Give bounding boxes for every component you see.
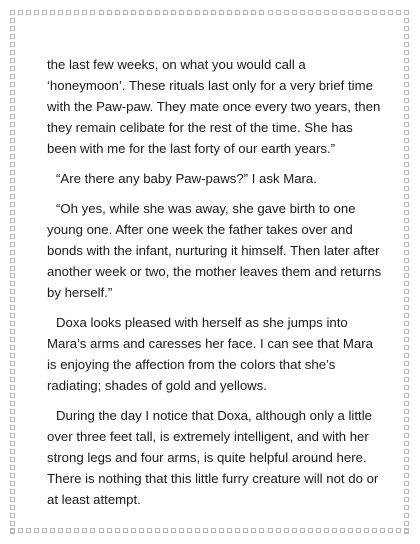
border-square (404, 505, 409, 510)
border-square (10, 417, 15, 422)
border-square (404, 497, 409, 502)
border-square (10, 361, 15, 366)
border-square (10, 10, 15, 15)
border-square (404, 98, 409, 103)
border-square (268, 528, 273, 533)
border-square (404, 489, 409, 494)
border-square (147, 10, 152, 15)
border-square (34, 10, 39, 15)
border-square (404, 529, 409, 534)
paragraph: “Oh yes, while she was away, she gave birth to one young one. After one week the father takes over and bonds with the infant, nurturing it himself. Then later after another week or two, the mother leaves them and returns by herself.” (47, 201, 382, 300)
border-square (10, 449, 15, 454)
border-square (404, 146, 409, 151)
border-square (316, 10, 321, 15)
border-square (10, 122, 15, 127)
border-square (10, 393, 15, 398)
border-square (404, 273, 409, 278)
border-square (404, 234, 409, 239)
border-square (404, 369, 409, 374)
border-square (10, 266, 15, 271)
border-square (10, 50, 15, 55)
border-square (404, 210, 409, 215)
border-square (388, 528, 393, 533)
border-square (155, 10, 160, 15)
border-square (115, 10, 120, 15)
border-square (348, 10, 353, 15)
border-square (404, 162, 409, 167)
border-square (364, 10, 369, 15)
paragraph: the last few weeks, on what you would call a ‘honeymoon’. These rituals last only for a very brief time with the Paw-paw. They mate once every two years, then they remain celibate for the rest of the time. She has been with me for the last forty of our earth years.” (47, 57, 381, 156)
border-square (10, 210, 15, 215)
border-square (10, 234, 15, 239)
border-square (82, 10, 87, 15)
border-square (42, 528, 47, 533)
border-square (404, 297, 409, 302)
border-square (404, 250, 409, 255)
border-square (74, 528, 79, 533)
border-square (10, 497, 15, 502)
border-square (380, 10, 385, 15)
border-square (10, 425, 15, 430)
border-square (404, 521, 409, 526)
border-square (10, 74, 15, 79)
border-square (276, 10, 281, 15)
border-square (10, 154, 15, 159)
border-square (107, 10, 112, 15)
border-square (58, 10, 63, 15)
border-square (139, 528, 144, 533)
border-square (372, 10, 377, 15)
border-square (251, 528, 256, 533)
border-square (348, 528, 353, 533)
border-square (404, 42, 409, 47)
border-square (292, 528, 297, 533)
border-square (10, 202, 15, 207)
border-square (292, 10, 297, 15)
border-square (404, 186, 409, 191)
border-square (404, 401, 409, 406)
border-square (187, 528, 192, 533)
border-square (90, 10, 95, 15)
border-square (324, 10, 329, 15)
border-square (107, 528, 112, 533)
border-square (404, 353, 409, 358)
border-square (163, 10, 168, 15)
border-square (187, 10, 192, 15)
border-square (404, 34, 409, 39)
border-square (332, 10, 337, 15)
border-square (404, 513, 409, 518)
border-square (99, 10, 104, 15)
border-square (404, 433, 409, 438)
border-square (404, 66, 409, 71)
border-square (10, 273, 15, 278)
border-square (396, 528, 401, 533)
border-square (10, 42, 15, 47)
border-square (171, 10, 176, 15)
border-square (179, 528, 184, 533)
border-square (284, 528, 289, 533)
border-square (66, 10, 71, 15)
border-square (10, 242, 15, 247)
border-square (131, 10, 136, 15)
border-square (10, 98, 15, 103)
border-square (10, 114, 15, 119)
border-square (259, 528, 264, 533)
border-square (404, 361, 409, 366)
border-square (10, 186, 15, 191)
border-square (404, 329, 409, 334)
border-square (10, 329, 15, 334)
border-square (10, 162, 15, 167)
border-square (308, 528, 313, 533)
border-square (66, 528, 71, 533)
border-square (211, 528, 216, 533)
border-square (404, 18, 409, 23)
border-square (90, 528, 95, 533)
border-square (10, 34, 15, 39)
border-square (18, 10, 23, 15)
border-square (388, 10, 393, 15)
border-square (10, 377, 15, 382)
border-square (155, 528, 160, 533)
border-square (10, 226, 15, 231)
border-square (10, 457, 15, 462)
border-square (195, 528, 200, 533)
border-square (195, 10, 200, 15)
border-square (404, 226, 409, 231)
border-square (404, 425, 409, 430)
border-square (404, 345, 409, 350)
border-square (10, 441, 15, 446)
border-square (18, 528, 23, 533)
border-square (404, 449, 409, 454)
paragraph: “Are there any baby Paw-paws?” I ask Mara. (56, 171, 317, 186)
border-square (284, 10, 289, 15)
border-square (171, 528, 176, 533)
border-square (58, 528, 63, 533)
border-square (10, 513, 15, 518)
border-square (10, 305, 15, 310)
border-square (10, 313, 15, 318)
border-square (404, 74, 409, 79)
border-square (10, 297, 15, 302)
border-square (235, 528, 240, 533)
border-square (219, 10, 224, 15)
border-square (10, 178, 15, 183)
border-square (404, 337, 409, 342)
border-square (404, 289, 409, 294)
border-square (50, 10, 55, 15)
border-square (10, 321, 15, 326)
border-square (404, 313, 409, 318)
border-square (42, 10, 47, 15)
border-square (372, 528, 377, 533)
border-square (99, 528, 104, 533)
border-square (10, 473, 15, 478)
border-square (404, 82, 409, 87)
border-square (243, 528, 248, 533)
border-square (147, 528, 152, 533)
border-square (396, 10, 401, 15)
border-square (316, 528, 321, 533)
border-square (404, 178, 409, 183)
border-square (10, 465, 15, 470)
border-square (10, 337, 15, 342)
border-square (404, 122, 409, 127)
border-square (179, 10, 184, 15)
border-square (380, 528, 385, 533)
border-square (50, 528, 55, 533)
border-square (404, 154, 409, 159)
border-square (163, 528, 168, 533)
border-square (268, 10, 273, 15)
border-square (404, 321, 409, 326)
border-square (10, 521, 15, 526)
border-square (10, 369, 15, 374)
border-square (235, 10, 240, 15)
border-square (10, 345, 15, 350)
border-square (203, 528, 208, 533)
paragraph: During the day I notice that Doxa, although only a little over three feet tall, is extremely intelligent, and with her strong legs and four arms, is quite helpful around here. There is nothing that this little furry creature will not do or at least attempt. (47, 408, 379, 507)
border-square (10, 353, 15, 358)
border-square (10, 218, 15, 223)
border-square (10, 401, 15, 406)
border-square (10, 170, 15, 175)
border-square (404, 481, 409, 486)
border-square (10, 138, 15, 143)
border-square (404, 218, 409, 223)
border-square (10, 281, 15, 286)
border-square (131, 528, 136, 533)
border-square (404, 457, 409, 462)
page-border-bottom (10, 528, 410, 534)
border-square (123, 528, 128, 533)
border-square (259, 10, 264, 15)
border-square (404, 242, 409, 247)
border-square (404, 417, 409, 422)
border-square (404, 377, 409, 382)
border-square (404, 170, 409, 175)
border-square (10, 90, 15, 95)
border-square (404, 281, 409, 286)
border-square (404, 465, 409, 470)
paragraph: Doxa looks pleased with herself as she jumps into Mara’s arms and caresses her face. I can see that Mara is enjoying the affection from the colors that she’s radiating; shades of gold and yellows. (47, 315, 373, 393)
border-square (276, 528, 281, 533)
border-square (404, 106, 409, 111)
border-square (10, 289, 15, 294)
border-square (300, 10, 305, 15)
border-square (82, 528, 87, 533)
border-square (10, 481, 15, 486)
border-square (404, 90, 409, 95)
border-square (10, 385, 15, 390)
border-square (10, 106, 15, 111)
border-square (356, 528, 361, 533)
border-square (251, 10, 256, 15)
border-square (10, 250, 15, 255)
border-square (404, 114, 409, 119)
border-square (10, 529, 15, 534)
border-square (10, 18, 15, 23)
border-square (340, 528, 345, 533)
border-square (10, 505, 15, 510)
border-square (10, 258, 15, 263)
border-square (404, 266, 409, 271)
border-square (10, 26, 15, 31)
body-text (47, 54, 383, 519)
border-square (332, 528, 337, 533)
border-square (10, 66, 15, 71)
border-square (404, 194, 409, 199)
border-square (300, 528, 305, 533)
border-square (10, 82, 15, 87)
border-square (364, 528, 369, 533)
page-border-right (404, 10, 410, 534)
border-square (404, 10, 409, 15)
border-square (211, 10, 216, 15)
border-square (404, 26, 409, 31)
border-square (26, 10, 31, 15)
border-square (404, 393, 409, 398)
border-square (10, 146, 15, 151)
page-border-top (10, 10, 410, 16)
border-square (340, 10, 345, 15)
border-square (123, 10, 128, 15)
border-square (404, 58, 409, 63)
border-square (356, 10, 361, 15)
border-square (404, 138, 409, 143)
border-square (26, 528, 31, 533)
border-square (227, 528, 232, 533)
border-square (404, 202, 409, 207)
border-square (404, 50, 409, 55)
border-square (404, 473, 409, 478)
border-square (404, 409, 409, 414)
border-square (404, 258, 409, 263)
border-square (34, 528, 39, 533)
border-square (115, 528, 120, 533)
border-square (10, 194, 15, 199)
border-square (308, 10, 313, 15)
border-square (404, 441, 409, 446)
border-square (404, 130, 409, 135)
border-square (10, 489, 15, 494)
border-square (324, 528, 329, 533)
border-square (10, 58, 15, 63)
border-square (404, 385, 409, 390)
border-square (74, 10, 79, 15)
border-square (227, 10, 232, 15)
border-square (10, 409, 15, 414)
border-square (243, 10, 248, 15)
border-square (10, 433, 15, 438)
border-square (139, 10, 144, 15)
border-square (203, 10, 208, 15)
border-square (404, 305, 409, 310)
page-border-left (10, 10, 16, 534)
border-square (10, 130, 15, 135)
border-square (219, 528, 224, 533)
